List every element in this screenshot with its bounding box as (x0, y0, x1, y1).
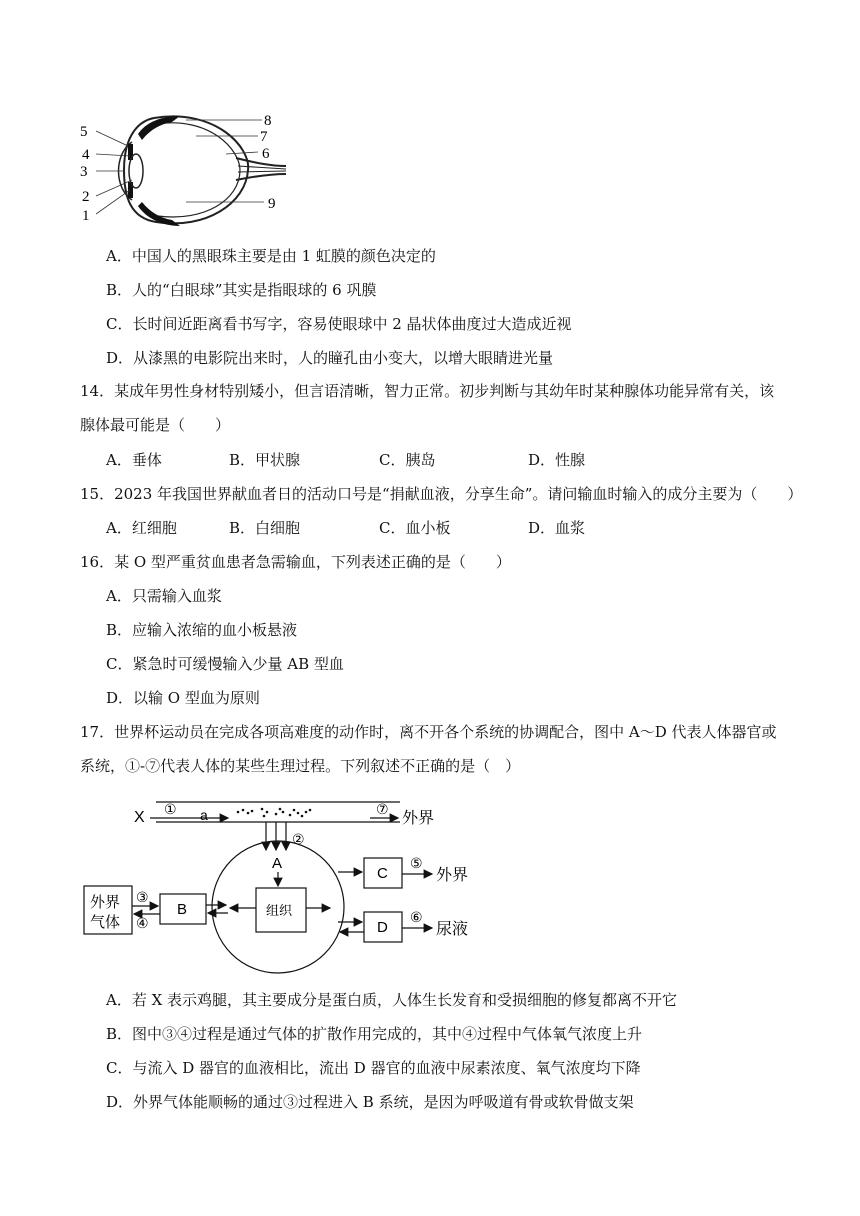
gas-box-line1: 外界 (90, 894, 121, 911)
gas-box-line2: 气体 (90, 914, 121, 931)
q13-option-a: A．中国人的黑眼珠主要是由 1 虹膜的颜色决定的 (106, 247, 436, 265)
eye-label-4: 4 (82, 147, 90, 163)
node-a: A (272, 855, 283, 872)
q13-option-b: B．人的“白眼球”其实是指眼球的 6 巩膜 (106, 281, 377, 299)
eye-label-3: 3 (80, 164, 88, 180)
node-d: D (377, 919, 388, 936)
eye-label-8: 8 (264, 113, 272, 129)
outside-c-label: 外界 (436, 867, 469, 884)
circle-3: ③ (136, 889, 149, 905)
q14-option-c: C．胰岛 (379, 451, 436, 469)
q16-option-a: A．只需输入血浆 (106, 587, 222, 605)
eye-label-2: 2 (82, 189, 90, 205)
eye-label-6: 6 (262, 146, 270, 162)
outside-top-label: 外界 (402, 810, 435, 827)
eye-label-9: 9 (268, 196, 276, 212)
physiology-diagram (80, 790, 500, 980)
q15-options (0, 518, 860, 538)
urine-label: 尿液 (436, 921, 469, 938)
eye-label-5: 5 (80, 124, 88, 140)
q17-stem-line1: 17．世界杯运动员在完成各项高难度的动作时，离不开各个系统的协调配合，图中 A～D 代表人体器官或 (80, 723, 777, 741)
q17-option-a: A．若 X 表示鸡腿，其主要成分是蛋白质，人体生长发育和受损细胞的修复都离不开它 (106, 991, 678, 1009)
q14-option-b: B．甲状腺 (229, 451, 301, 469)
circle-6: ⑥ (410, 909, 423, 925)
q17-stem-line2: 系统，①-⑦代表人体的某些生理过程。下列叙述不正确的是（ ） (80, 757, 521, 775)
q16-option-b: B．应输入浓缩的血小板悬液 (106, 621, 298, 639)
tissue-label: 组织 (266, 903, 293, 918)
circle-1: ① (164, 801, 177, 817)
eye-label-7: 7 (260, 129, 268, 145)
q13-option-d: D．从漆黑的电影院出来时，人的瞳孔由小变大，以增大眼睛进光量 (106, 349, 554, 367)
q15-option-d: D．血浆 (528, 519, 586, 537)
q17-option-d: D．外界气体能顺畅的通过③过程进入 B 系统，是因为呼吸道有骨或软骨做支架 (106, 1093, 634, 1111)
q14-options (0, 450, 860, 470)
q16-option-c: C．紧急时可缓慢输入少量 AB 型血 (106, 655, 344, 673)
particles (237, 808, 312, 818)
x-label: X (134, 809, 145, 826)
node-c: C (377, 865, 388, 882)
q14-option-d: D．性腺 (528, 451, 586, 469)
q15-option-a: A．红细胞 (106, 519, 177, 537)
circle-4: ④ (136, 915, 149, 931)
eye-diagram (76, 108, 296, 232)
circle-7: ⑦ (376, 801, 389, 817)
node-b: B (177, 901, 188, 918)
q13-option-c: C．长时间近距离看书写字，容易使眼球中 2 晶状体曲度过大造成近视 (106, 315, 572, 333)
a-label: a (200, 807, 208, 823)
q17-option-c: C．与流入 D 器官的血液相比，流出 D 器官的血液中尿素浓度、氧气浓度均下降 (106, 1059, 641, 1077)
q16-option-d: D．以输 O 型血为原则 (106, 689, 260, 707)
q14-option-a: A．垂体 (106, 451, 162, 469)
q17-option-b: B．图中③④过程是通过气体的扩散作用完成的，其中④过程中气体氧气浓度上升 (106, 1025, 643, 1043)
eye-label-1: 1 (82, 208, 90, 224)
q14-stem-line2: 腺体最可能是（ ） (80, 416, 231, 434)
q15-stem: 15．2023 年我国世界献血者日的活动口号是“捐献血液，分享生命”。请问输血时输入的成分主要为（ ） (80, 485, 803, 503)
q15-option-c: C．血小板 (379, 519, 451, 537)
circle-2: ② (292, 831, 305, 847)
q15-option-b: B．白细胞 (229, 519, 301, 537)
q16-stem: 16．某 O 型严重贫血患者急需输血，下列表述正确的是（ ） (80, 553, 511, 571)
q14-stem-line1: 14．某成年男性身材特别矮小，但言语清晰，智力正常。初步判断与其幼年时某种腺体功能异常有关，该 (80, 382, 775, 400)
circle-5: ⑤ (410, 855, 423, 871)
